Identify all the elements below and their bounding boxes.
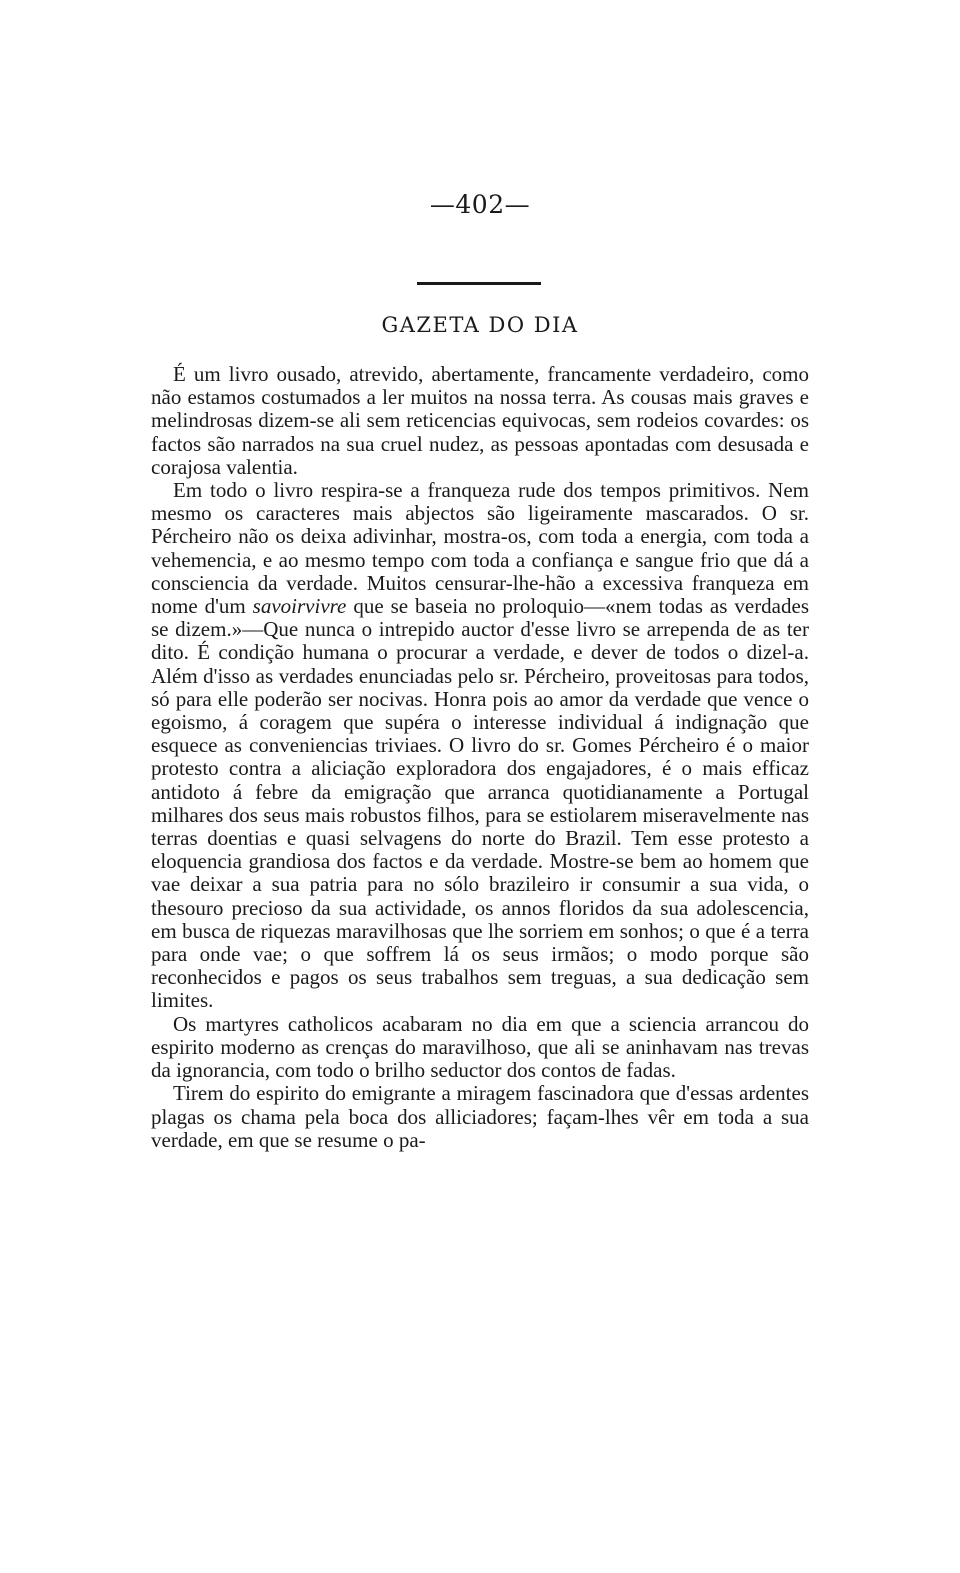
paragraph-2: [151, 479, 809, 1013]
paragraph-2-start: Em todo o livro respira-se a franqueza rude dos tempos primitivos. Nem mesmo os caracteres mais abjectos são ligeiramente mascarados. O sr. Pércheiro não os deixa adivinhar, mostra-os, com toda a energia, com toda a vehemencia, e ao mesmo tempo com toda a confiança e sangue frio que dá a consciencia da verdade. Muitos censurar-lhe-hão a excessiva franqueza em nome d'um: [151, 478, 809, 619]
heading-rule: [417, 282, 541, 285]
paragraph-2-end: que se baseia no proloquio—«nem todas as verdades se dizem.»—Que nunca o intrepido auctor d'esse livro se arrependa de as ter dito. É condição humana o procurar a verdade, e dever de todos o dizel-a. Além d'isso as verdades enunciadas pelo sr. Pércheiro, proveitosas para todos, só para elle poderão ser nocivas. Honra pois ao amor da verdade que vence o egoismo, á coragem que supéra o interesse individual á indignação que esquece as conveniencias triviaes. O livro do sr. Gomes Pércheiro é o maior protesto contra a aliciação exploradora dos engajadores, é o mais efficaz antidoto á febre da emigração que arranca quotidianamente a Portugal milhares dos seus mais robustos filhos, para se estiolarem miseravelmente nas terras doentias e quasi selvagens do norte do Brazil. Tem esse protesto a eloquencia grandiosa dos factos e da verdade. Mostre-se bem ao homem que vae deixar a sua patria para no sólo brazileiro ir consumir a sua vida, o thesouro precioso da sua actividade, os annos floridos da sua adolescencia, em busca de riquezas maravilhosas que lhe sorriem em sonhos; o que é a terra para onde vae; o que soffrem lá os seus irmãos; o modo porque são reconhecidos e pagos os seus trabalhos sem treguas, a sua dedicação sem limites.: [151, 594, 809, 1013]
italic-term: savoirvivre: [252, 594, 347, 619]
page-number: —402—: [429, 190, 531, 219]
paragraph-1: É um livro ousado, atrevido, abertamente, francamente verdadeiro, como não estamos costumados a ler muitos na nossa terra. As cousas mais graves e melindrosas dizem-se ali sem reticencias equivocas, sem rodeios covardes: os factos são narrados na sua cruel nudez, as pessoas apontadas com desusada e corajosa valentia.: [151, 362, 809, 479]
article-heading: GAZETA DO DIA: [381, 313, 579, 337]
paragraph-3: Os martyres catholicos acabaram no dia em que a sciencia arrancou do espirito moderno as crenças do maravilhoso, que ali se aninhavam nas trevas da ignorancia, com todo o brilho seductor dos contos de fadas.: [151, 1011, 809, 1083]
article-body: [151, 363, 809, 1152]
paragraph-4: Tirem do espirito do emigrante a miragem fascinadora que d'essas ardentes plagas os chama pela boca dos alliciadores; façam-lhes vêr em toda a sua verdade, em que se resume o pa-: [151, 1081, 809, 1152]
